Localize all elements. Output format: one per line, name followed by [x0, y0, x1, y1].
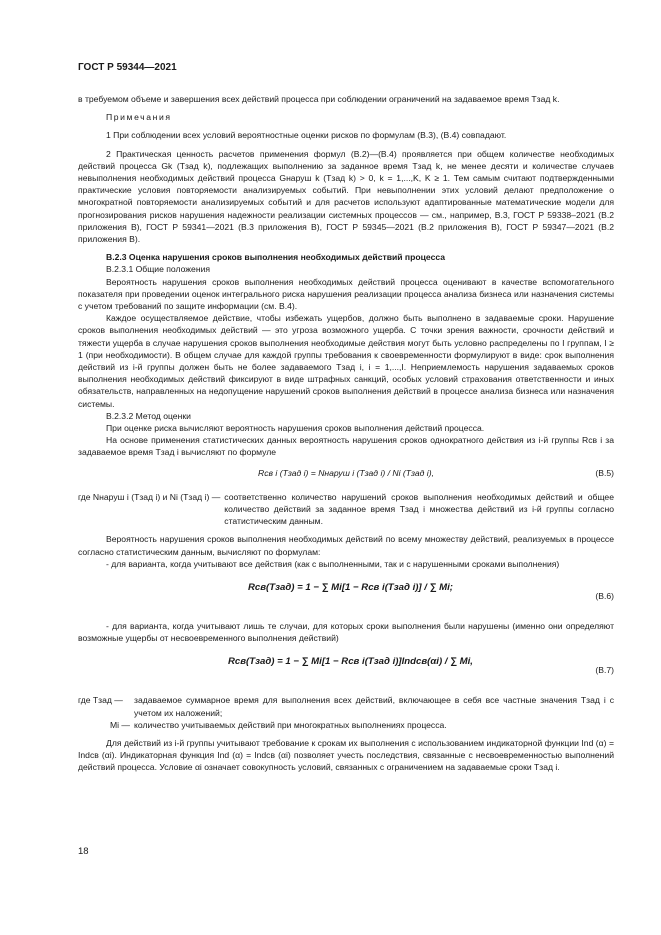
definition-b5-term: где Nнаруш i (Tзад i) и Ni (Tзад i) —: [78, 491, 221, 502]
paragraph-4: На основе применения статистических данных вероятность нарушения сроков однократного действия из i-й группы Rсв i за задаваемое время Tзад i вычисляют по формуле: [78, 435, 614, 458]
paragraph-2: Каждое осуществляемое действие, чтобы избежать ущербов, должно быть выполнено в задаваемые сроки. Нарушение сроков выполнения необходимых действий — это угроза возможного ущерба. С точки зрения важности, срочности действий и тяжести ущерба в случае нарушения сроков выполнения необходимые действия могут быть условно распределены по I группам, I ≥ 1 (при необходимости). В общем случае для каждой группы требования к своевременности формулируют в виде: срок выполнения действий из i-й группы должен быть не более задаваемого Tзад i, i = 1,...,I. Неприемлемость нарушения задаваемых сроков выполнения необходимых действий фиксируют в виде штрафных санкций, особых условий страхования ответственности и иных обязательств, направленных на недопущение нарушений сроков выполнения действий в процессе анализа бизнеса или назначения системы.: [78, 313, 614, 409]
paragraph-7: - для варианта, когда учитывают лишь те случаи, для которых сроки выполнения были нарушены (именно они определяют возможные ущербы от несвоевременного выполнения действий): [78, 620, 614, 644]
page-number: 18: [78, 846, 89, 857]
definition-b5-desc: соответственно количество нарушений сроков выполнения необходимых действий и общее количество действий за заданное время Tзад i множества действий из i-й группы согласно статистическим данным.: [224, 491, 614, 527]
paragraph-3: При оценке риска вычисляют вероятность нарушения сроков выполнения действий процесса.: [106, 423, 485, 434]
paragraph-6: - для варианта, когда учитывают все действия (как с выполненными, так и с нарушенными сроками выполнения): [106, 558, 560, 569]
definition-b7-m-desc: количество учитываемых действий при многократных выполнениях процесса.: [134, 719, 447, 730]
definition-b7-t-term: где Tзад —: [78, 695, 123, 706]
definition-b7-m-term: Mi —: [109, 719, 130, 730]
paragraph-5: Вероятность нарушения сроков выполнения необходимых действий по всему множеству действий, реализуемых в процессе согласно статистическим данным, вычисляют по формулам:: [78, 534, 614, 557]
paragraph-8: Для действий из i-й группы учитывают требование к срокам их выполнения с использованием индикаторной функции Ind (α) = Indсв (αi). Индикаторная функция Ind (α) = Indсв (αi) позволяет учесть последствия, связанные с несвоевременностью выполнений действий процесса. Условие αi означает совокупность условий, связанных с ограничением на задаваемые сроки Tзад i.: [78, 737, 614, 773]
equation-b5: [78, 467, 614, 491]
definition-b7-t-desc: задаваемое суммарное время для выполнения всех действий, включающее в себя все частные значения Tзад i с учетом их наложений;: [134, 695, 614, 718]
definition-b7-t: [78, 694, 614, 718]
equation-b6-number: (В.6): [595, 590, 614, 601]
page-body: [78, 93, 614, 774]
note-2: 2 Практическая ценность расчетов применения формул (В.2)—(В.4) проявляется при общем количестве необходимых действий процесса Gk (Tзад k), подлежащих выполнению за заданное время Tзад k, не менее десяти и количестве случаев невыполнения необходимых действий процесса Gнаруш k (Tзад k) > 0, k = 1,...,K, K ≥ 1. Тем самым считают подтвержденными практические условия повторяемости анализируемых событий. При невыполнении этих условий делают предположение о многократной повторяемости анализируемых событий и для расчетов используют адаптированные математические модели для прогнозирования рисков нарушения надежности реализации системных процессов — см., например, В.3, ГОСТ Р 59338–2021 (В.2 приложения В), ГОСТ Р 59341—2021 (В.3 приложения В), ГОСТ Р 59345—2021 (В.2 приложения В), ГОСТ Р 59347—2021 (В.2 приложения В).: [78, 148, 614, 245]
note-1: 1 При соблюдении всех условий вероятностные оценки рисков по формулам (В.3), (В.4) совпадают.: [106, 130, 507, 141]
intro-paragraph: в требуемом объеме и завершения всех действий процесса при соблюдении ограничений на задаваемое время Tзад k.: [78, 94, 560, 104]
equation-b7-body: Rсв(Tзад) = 1 − ∑ Mi[1 − Rсв i(Tзад i)]Indсв(αi) / ∑ Mi,: [228, 656, 473, 668]
equation-b6: [78, 570, 614, 620]
equation-b7: [78, 644, 614, 694]
definition-b7-m: [78, 719, 614, 731]
paragraph-1: Вероятность нарушения сроков выполнения необходимых действий процесса оценивают в качестве вспомогательного показателя при проведении оценок интегрального риска нарушения реализации процесса анализа бизнеса или назначения системы с учетом требований по защите информации (см. В.4).: [78, 276, 614, 312]
document-header: ГОСТ Р 59344—2021: [78, 62, 177, 73]
subsection-general: В.2.3.1 Общие положения: [106, 264, 211, 275]
subsection-method: В.2.3.2 Метод оценки: [106, 410, 191, 421]
section-heading: В.2.3 Оценка нарушения сроков выполнения необходимых действий процесса: [106, 252, 446, 263]
equation-b6-body: Rсв(Tзад) = 1 − ∑ Mi[1 − Rсв i(Tзад i)] / ∑ Mi;: [248, 581, 453, 593]
equation-b7-number: (В.7): [595, 665, 614, 676]
notes-title: Примечания: [106, 112, 172, 123]
definition-b5: [78, 491, 614, 528]
equation-b5-number: (В.5): [595, 467, 614, 478]
equation-b5-body: Rсв i (Tзад i) = Nнаруш i (Tзад i) / Ni (Tзад i),: [258, 467, 434, 478]
